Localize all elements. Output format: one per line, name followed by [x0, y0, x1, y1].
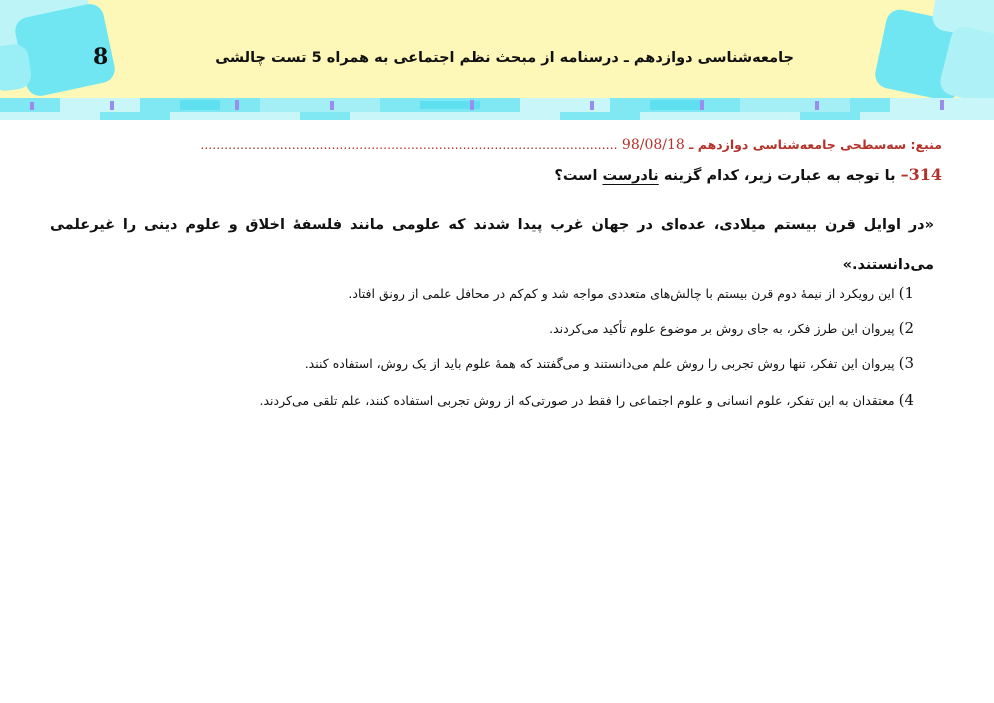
- source-label: منبع: سه‌سطحی جامعه‌شناسی دوازدهم ـ: [689, 137, 942, 152]
- option-2-text: پیروان این طرز فکر، به جای روش بر موضوع علوم تأکید می‌کردند.: [549, 321, 899, 336]
- decor-stripe: [0, 98, 994, 112]
- decor-stripe-lower: [0, 112, 994, 120]
- option-1-number: 1): [898, 284, 914, 302]
- option-2[interactable]: [549, 319, 914, 337]
- source-date: 98/08/18: [621, 137, 685, 153]
- option-2-number: 2): [898, 319, 914, 337]
- question-dash: –: [900, 165, 909, 184]
- option-4[interactable]: [260, 391, 914, 409]
- page-number: 8: [93, 44, 109, 70]
- option-1[interactable]: [348, 284, 914, 302]
- question-number: 314: [908, 165, 942, 184]
- option-1-text: این رویکرد از نیمهٔ دوم قرن بیستم با چالش‌های متعددی مواجه شد و کم‌کم در محافل علمی از رونق افتاد.: [348, 286, 899, 301]
- question-text-before: با توجه به عبارت زیر، کدام گزینه: [658, 168, 901, 184]
- option-3-number: 3): [898, 354, 914, 372]
- page-header: [0, 0, 994, 120]
- option-3-text: پیروان این تفکر، تنها روش تجربی را روش علم می‌دانستند و می‌گفتند که همهٔ علوم باید از یک روش، استفاده کنند.: [304, 356, 899, 371]
- source-dots: .........................................................................................................: [200, 137, 618, 152]
- question-underlined-word: نادرست: [602, 168, 659, 184]
- option-4-text: معتقدان به این تفکر، علوم انسانی و علوم اجتماعی را فقط در صورتی‌که از روش تجربی استفاده کنند، علم تلقی می‌کردند.: [259, 393, 899, 408]
- source-line: [48, 137, 942, 157]
- header-title: جامعه‌شناسی دوازدهم ـ درسنامه از مبحث نظم اجتماعی به همراه 5 تست چالشی: [215, 50, 794, 66]
- question-stem: [554, 165, 942, 184]
- question-text-after: است؟: [554, 168, 603, 184]
- option-3[interactable]: [305, 354, 914, 372]
- option-4-number: 4): [898, 391, 914, 409]
- question-quote: «در اوایل قرن بیستم میلادی، عده‌ای در جهان غرب پیدا شدند که علومی مانند فلسفهٔ اخلاق و علوم دینی را غیرعلمی می‌دانستند.»: [50, 217, 934, 273]
